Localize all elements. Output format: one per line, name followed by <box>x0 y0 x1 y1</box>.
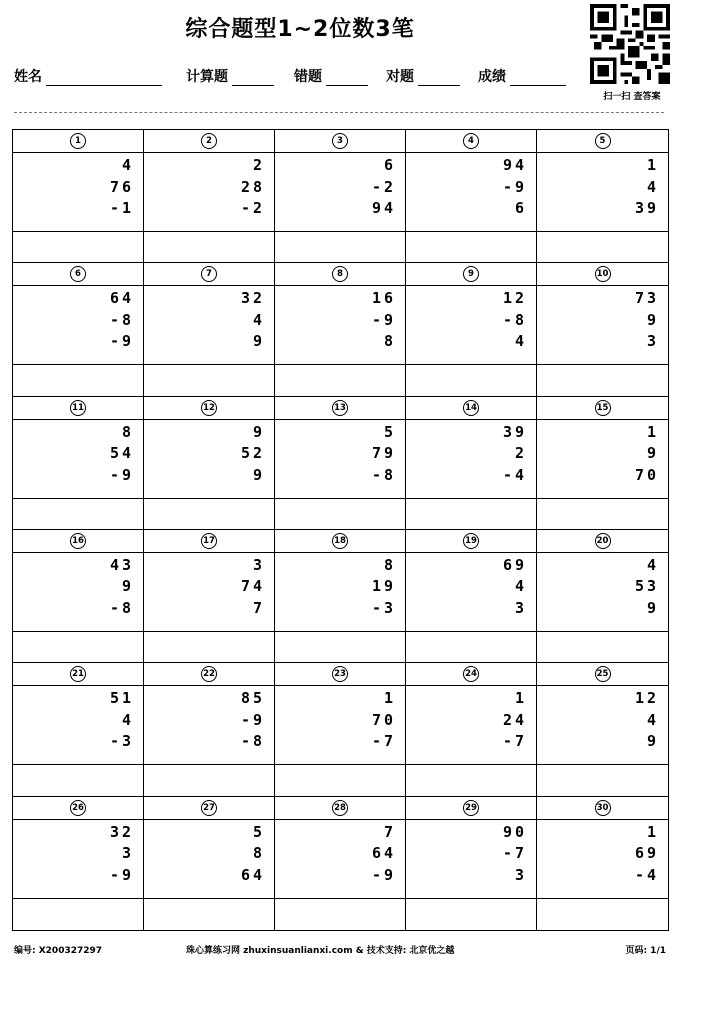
answer-box[interactable] <box>537 765 668 795</box>
problem-numbers <box>144 553 274 632</box>
problem-number-badge: 27 <box>201 800 217 816</box>
score-blank-line[interactable] <box>510 69 566 86</box>
problem-number-value: 3 <box>121 844 134 863</box>
problem-number-value: -9 <box>109 465 134 484</box>
calc-field[interactable] <box>186 66 274 86</box>
answer-box[interactable] <box>275 232 405 262</box>
problem-number-badge: 3 <box>332 133 348 149</box>
problem-numbers <box>406 686 536 765</box>
problem-number-value: 69 <box>634 844 659 863</box>
problem-number-value: 74 <box>240 577 265 596</box>
problem-number-badge: 8 <box>332 266 348 282</box>
problem-number-value: 51 <box>109 689 134 708</box>
answer-box[interactable] <box>537 499 668 529</box>
problem-cell <box>144 397 275 530</box>
problem-number-value: 7 <box>383 822 396 841</box>
problem-number-value: -9 <box>502 177 527 196</box>
answer-box[interactable] <box>144 365 274 395</box>
problem-cell <box>144 663 275 796</box>
problem-number-value: 9 <box>646 732 659 751</box>
problem-header <box>406 130 536 153</box>
problem-number-badge: 25 <box>595 666 611 682</box>
problem-header <box>13 263 143 286</box>
problem-cell <box>406 663 537 796</box>
problem-header <box>144 263 274 286</box>
problem-numbers <box>13 153 143 232</box>
problem-number-badge: 24 <box>463 666 479 682</box>
problem-header <box>13 530 143 553</box>
problem-number-value: 4 <box>514 577 527 596</box>
student-info-fields <box>14 66 584 90</box>
problem-number-value: 2 <box>514 444 527 463</box>
problem-number-value: 9 <box>121 577 134 596</box>
answer-box[interactable] <box>275 365 405 395</box>
problem-number-value: -2 <box>371 177 396 196</box>
problem-number-badge: 1 <box>70 133 86 149</box>
problem-number-value: -7 <box>502 732 527 751</box>
problem-number-value: -2 <box>240 199 265 217</box>
answer-box[interactable] <box>13 232 143 262</box>
problem-header <box>537 397 668 420</box>
problem-number-badge: 21 <box>70 666 86 682</box>
problem-header <box>275 263 405 286</box>
problem-number-value: 19 <box>371 577 396 596</box>
problem-number-value: 28 <box>240 177 265 196</box>
problem-number-value: 43 <box>109 555 134 574</box>
problem-header <box>537 797 668 820</box>
problem-number-badge: 2 <box>201 133 217 149</box>
answer-box[interactable] <box>13 499 143 529</box>
answer-box[interactable] <box>144 232 274 262</box>
problem-number-value: -4 <box>634 865 659 884</box>
problem-number-value: 9 <box>252 465 265 484</box>
right-field[interactable] <box>386 66 460 86</box>
problem-cell <box>406 397 537 530</box>
problem-number-value: 8 <box>383 332 396 351</box>
problem-cell <box>144 263 275 396</box>
problem-number-value: 2 <box>252 156 265 174</box>
answer-box[interactable] <box>406 232 536 262</box>
problem-header <box>275 530 405 553</box>
problem-cell <box>537 530 668 663</box>
problem-number-value: 4 <box>646 710 659 729</box>
problem-number-badge: 28 <box>332 800 348 816</box>
problem-cell <box>406 263 537 396</box>
problem-numbers <box>537 553 668 632</box>
problem-number-badge: 12 <box>201 400 217 416</box>
problem-number-value: 4 <box>121 156 134 174</box>
problem-numbers <box>144 286 274 365</box>
problem-cell <box>144 130 275 263</box>
problem-header <box>275 797 405 820</box>
problem-header <box>275 130 405 153</box>
problem-numbers <box>406 286 536 365</box>
problem-number-value: 79 <box>371 444 396 463</box>
problem-number-value: 1 <box>514 689 527 708</box>
problem-numbers <box>275 553 405 632</box>
problem-header <box>13 397 143 420</box>
problem-header <box>144 663 274 686</box>
problem-number-badge: 16 <box>70 533 86 549</box>
cut-line-divider <box>14 112 664 113</box>
problem-number-value: -8 <box>109 598 134 617</box>
name-label: 姓名 <box>14 69 42 85</box>
problem-number-value: 4 <box>252 310 265 329</box>
problem-cell <box>537 263 668 396</box>
answer-box[interactable] <box>275 499 405 529</box>
problem-number-badge: 20 <box>595 533 611 549</box>
problem-cell <box>13 797 144 930</box>
problem-number-value: 8 <box>252 844 265 863</box>
problem-number-badge: 29 <box>463 800 479 816</box>
problem-number-badge: 6 <box>70 266 86 282</box>
problem-number-badge: 18 <box>332 533 348 549</box>
problem-number-value: -3 <box>109 732 134 751</box>
problem-number-badge: 30 <box>595 800 611 816</box>
problem-number-value: 76 <box>109 177 134 196</box>
calc-blank-line[interactable] <box>232 69 274 86</box>
problem-number-value: -7 <box>371 732 396 751</box>
problem-number-value: 3 <box>514 598 527 617</box>
problem-number-value: -8 <box>502 310 527 329</box>
problem-header <box>144 397 274 420</box>
problem-number-value: 12 <box>634 689 659 708</box>
problem-cell <box>144 530 275 663</box>
right-blank-line[interactable] <box>418 69 460 86</box>
problem-header <box>537 530 668 553</box>
problem-cell <box>275 530 406 663</box>
problem-numbers <box>406 553 536 632</box>
problem-numbers <box>406 820 536 899</box>
answer-box[interactable] <box>275 632 405 662</box>
problem-number-value: 9 <box>252 422 265 441</box>
problem-number-value: -1 <box>109 199 134 217</box>
answer-box[interactable] <box>275 899 405 930</box>
problem-number-badge: 4 <box>463 133 479 149</box>
problem-number-value: -9 <box>371 310 396 329</box>
problem-number-value: -4 <box>502 465 527 484</box>
problem-numbers <box>275 286 405 365</box>
problem-number-badge: 14 <box>463 400 479 416</box>
wrong-label: 错题 <box>294 69 322 85</box>
problem-number-value: 64 <box>371 844 396 863</box>
problem-header <box>406 663 536 686</box>
problem-numbers <box>406 153 536 232</box>
problem-number-value: -7 <box>502 844 527 863</box>
problem-cell <box>144 797 275 930</box>
problem-number-value: 6 <box>383 156 396 174</box>
problem-number-badge: 26 <box>70 800 86 816</box>
problem-cell <box>406 797 537 930</box>
answer-box[interactable] <box>144 499 274 529</box>
problem-number-value: 4 <box>646 555 659 574</box>
problem-numbers <box>537 820 668 899</box>
answer-box[interactable] <box>275 765 405 795</box>
qr-caption: 扫一扫 查答案 <box>603 92 661 102</box>
problem-number-value: 8 <box>383 555 396 574</box>
problem-number-value: 1 <box>646 156 659 174</box>
problem-number-badge: 10 <box>595 266 611 282</box>
problem-header <box>144 797 274 820</box>
problem-numbers <box>275 686 405 765</box>
problem-numbers <box>537 686 668 765</box>
answer-box[interactable] <box>406 632 536 662</box>
problem-cell <box>406 530 537 663</box>
problem-header <box>13 663 143 686</box>
problem-numbers <box>275 420 405 499</box>
problem-number-value: 9 <box>646 598 659 617</box>
answer-box[interactable] <box>537 632 668 662</box>
problem-cell <box>275 797 406 930</box>
problem-numbers <box>13 686 143 765</box>
problem-number-value: 8 <box>121 422 134 441</box>
answer-box[interactable] <box>406 499 536 529</box>
problem-number-badge: 19 <box>463 533 479 549</box>
problem-number-value: 39 <box>634 199 659 217</box>
problem-numbers <box>537 420 668 499</box>
answer-box[interactable] <box>144 899 274 930</box>
problem-number-badge: 13 <box>332 400 348 416</box>
problem-number-badge: 22 <box>201 666 217 682</box>
problem-number-value: 16 <box>371 289 396 308</box>
problem-number-value: 12 <box>502 289 527 308</box>
problem-numbers <box>144 686 274 765</box>
problem-number-badge: 7 <box>201 266 217 282</box>
problem-number-value: 90 <box>502 822 527 841</box>
answer-box[interactable] <box>13 899 143 930</box>
problem-number-value: 94 <box>371 199 396 217</box>
right-label: 对题 <box>386 69 414 85</box>
answer-box[interactable] <box>406 899 536 930</box>
problem-number-value: 32 <box>240 289 265 308</box>
problem-number-badge: 9 <box>463 266 479 282</box>
problem-header <box>537 663 668 686</box>
problem-cell <box>275 130 406 263</box>
problem-header <box>406 797 536 820</box>
problem-number-value: 64 <box>109 289 134 308</box>
problem-number-value: -9 <box>240 710 265 729</box>
problem-numbers <box>13 820 143 899</box>
name-blank-line[interactable] <box>46 69 162 86</box>
footer-page: 页码: 1/1 <box>625 946 666 956</box>
problem-header <box>406 397 536 420</box>
problem-number-value: 9 <box>646 310 659 329</box>
problem-number-value: 3 <box>646 332 659 351</box>
problem-cell <box>13 663 144 796</box>
problem-number-value: 4 <box>646 177 659 196</box>
answer-box[interactable] <box>144 765 274 795</box>
answer-box[interactable] <box>144 632 274 662</box>
wrong-blank-line[interactable] <box>326 69 368 86</box>
problem-cell <box>537 797 668 930</box>
problem-numbers <box>537 286 668 365</box>
problem-number-badge: 15 <box>595 400 611 416</box>
problem-number-value: 1 <box>383 689 396 708</box>
problem-number-value: 64 <box>240 865 265 884</box>
problem-number-value: -3 <box>371 598 396 617</box>
problem-number-badge: 5 <box>595 133 611 149</box>
problem-number-value: 1 <box>646 422 659 441</box>
qr-code-icon[interactable] <box>588 4 672 84</box>
problem-numbers <box>275 820 405 899</box>
problem-number-value: 3 <box>514 865 527 884</box>
problem-number-value: 32 <box>109 822 134 841</box>
problem-numbers <box>537 153 668 232</box>
wrong-field[interactable] <box>294 66 368 86</box>
footer-site: 珠心算练习网 zhuxinsuanlianxi.com & 技术支持: 北京优之越 <box>186 946 455 956</box>
problem-number-value: -8 <box>371 465 396 484</box>
problem-number-value: 7 <box>252 598 265 617</box>
problem-header <box>406 263 536 286</box>
problem-number-value: 54 <box>109 444 134 463</box>
problem-number-value: 73 <box>634 289 659 308</box>
problem-number-value: 85 <box>240 689 265 708</box>
problem-header <box>537 130 668 153</box>
problem-number-value: 3 <box>252 555 265 574</box>
problem-header <box>275 663 405 686</box>
problem-number-badge: 11 <box>70 400 86 416</box>
problem-number-value: 6 <box>514 199 527 217</box>
problem-cell <box>537 663 668 796</box>
problem-number-value: 5 <box>383 422 396 441</box>
problem-numbers <box>144 820 274 899</box>
answer-box[interactable] <box>537 899 668 930</box>
problem-numbers <box>275 153 405 232</box>
problem-cell <box>275 263 406 396</box>
answer-box[interactable] <box>13 365 143 395</box>
problem-cell <box>406 130 537 263</box>
problem-numbers <box>144 420 274 499</box>
answer-box[interactable] <box>537 232 668 262</box>
problem-number-value: 70 <box>371 710 396 729</box>
problem-cell <box>13 130 144 263</box>
answer-box[interactable] <box>406 765 536 795</box>
problem-grid <box>12 129 669 931</box>
name-field[interactable] <box>14 66 162 86</box>
problem-numbers <box>406 420 536 499</box>
problem-header <box>406 530 536 553</box>
problem-cell <box>275 663 406 796</box>
problem-number-value: 94 <box>502 156 527 174</box>
problem-number-value: 1 <box>646 822 659 841</box>
problem-number-value: -8 <box>109 310 134 329</box>
problem-numbers <box>13 286 143 365</box>
footer-code: 编号: X200327297 <box>14 946 103 956</box>
page-title: 综合题型1~2位数3笔 <box>185 17 415 42</box>
score-field[interactable] <box>478 66 566 86</box>
answer-box[interactable] <box>13 632 143 662</box>
answer-box[interactable] <box>13 765 143 795</box>
problem-header <box>144 530 274 553</box>
problem-header <box>144 130 274 153</box>
problem-number-value: 4 <box>121 710 134 729</box>
problem-number-value: 5 <box>252 822 265 841</box>
problem-number-badge: 23 <box>332 666 348 682</box>
problem-header <box>13 130 143 153</box>
problem-cell <box>537 397 668 530</box>
problem-cell <box>13 530 144 663</box>
problem-number-value: 52 <box>240 444 265 463</box>
score-label: 成绩 <box>478 69 506 85</box>
problem-number-value: -9 <box>109 332 134 351</box>
problem-number-value: 53 <box>634 577 659 596</box>
problem-number-badge: 17 <box>201 533 217 549</box>
problem-cell <box>275 397 406 530</box>
calc-label: 计算题 <box>186 69 228 85</box>
answer-box[interactable] <box>537 365 668 395</box>
problem-header <box>275 397 405 420</box>
problem-number-value: 4 <box>514 332 527 351</box>
problem-cell <box>13 263 144 396</box>
problem-number-value: -8 <box>240 732 265 751</box>
problem-number-value: -9 <box>109 865 134 884</box>
problem-numbers <box>13 553 143 632</box>
problem-header <box>537 263 668 286</box>
problem-number-value: 39 <box>502 422 527 441</box>
problem-number-value: 24 <box>502 710 527 729</box>
problem-number-value: 9 <box>252 332 265 351</box>
problem-header <box>13 797 143 820</box>
problem-numbers <box>13 420 143 499</box>
problem-number-value: 70 <box>634 465 659 484</box>
problem-cell <box>13 397 144 530</box>
problem-number-value: 69 <box>502 555 527 574</box>
problem-numbers <box>144 153 274 232</box>
answer-box[interactable] <box>406 365 536 395</box>
problem-number-value: -9 <box>371 865 396 884</box>
problem-cell <box>537 130 668 263</box>
problem-number-value: 9 <box>646 444 659 463</box>
